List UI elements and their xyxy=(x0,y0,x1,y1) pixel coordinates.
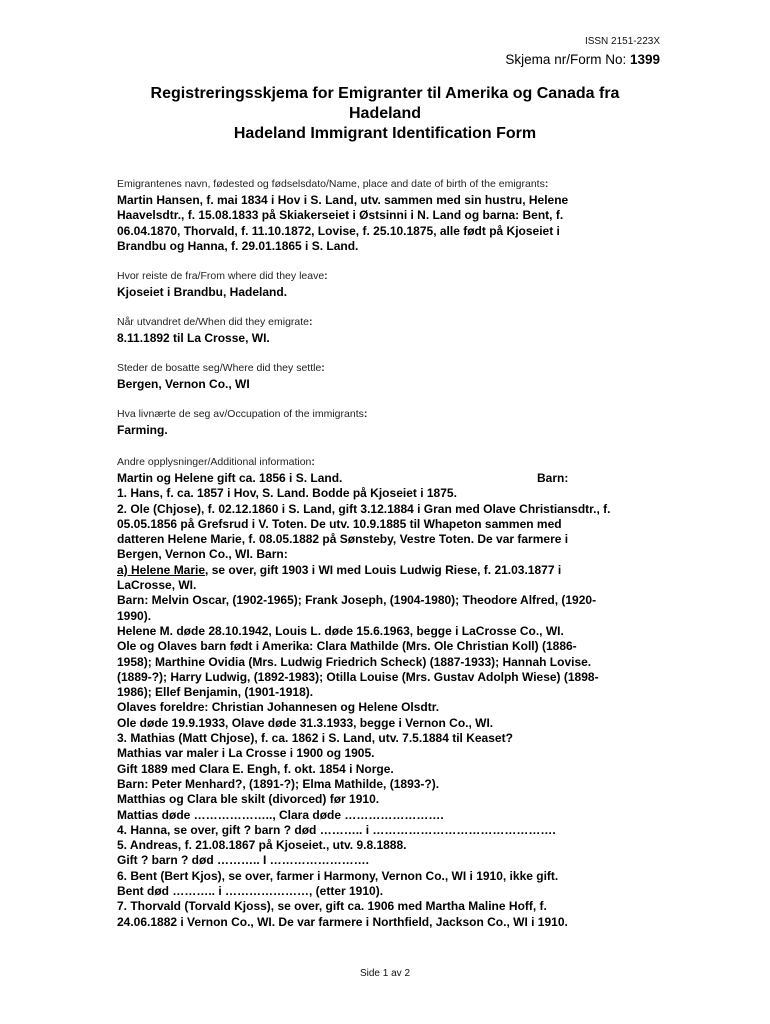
answer-line: 2. Ole (Chjose), f. 02.12.1860 i S. Land, gift 3.12.1884 i Gran med Olave Christiansdtr., f. xyxy=(117,501,611,516)
answer-line: Helene M. døde 28.10.1942, Louis L. døde 15.6.1963, begge i LaCrosse Co., WI. xyxy=(117,623,564,638)
section-when-label: Når utvandret de/When did they emigrate: xyxy=(117,316,313,328)
form-number xyxy=(505,52,660,67)
section-occupation-label: Hva livnærte de seg av/Occupation of the immigrants: xyxy=(117,408,368,420)
form-number-label: Skjema nr/Form No: xyxy=(505,52,630,67)
section-from xyxy=(117,269,662,300)
label-text: Når utvandret de/When did they emigrate xyxy=(117,316,310,328)
answer-line: Haavelsdtr., f. 15.08.1833 på Skiakerseiet i Østsinni i N. Land og barna: Bent, f. xyxy=(117,208,564,223)
section-when-answer: 8.11.1892 til La Crosse, WI. xyxy=(117,331,270,345)
answer-line: Matthias og Clara ble skilt (divorced) før 1910. xyxy=(117,792,380,807)
answer-line: Gift 1889 med Clara E. Engh, f. okt. 1854 i Norge. xyxy=(117,761,394,776)
answer-line: Gift ? barn ? død ……….. I ……………………. xyxy=(117,853,369,868)
section-occupation-answer: Farming. xyxy=(117,423,168,437)
answer-line: 3. Mathias (Matt Chjose), f. ca. 1862 i S. Land, utv. 7.5.1884 til Keaset? xyxy=(117,731,513,746)
label-text: Andre opplysninger/Additional information xyxy=(117,456,312,468)
answer-line: 24.06.1882 i Vernon Co., WI. De var farmere i Northfield, Jackson Co., WI i 1910. xyxy=(117,914,568,929)
label-text: Steder de bosatte seg/Where did they settle xyxy=(117,362,322,374)
section-settle-label: Steder de bosatte seg/Where did they settle: xyxy=(117,362,325,374)
answer-line: Bergen, Vernon Co., WI. Barn: xyxy=(117,547,288,562)
answer-line: Bent død ……….. i …………………, (etter 1910). xyxy=(117,884,384,899)
answer-line: 06.04.1870, Thorvald, f. 11.10.1872, Lovise, f. 25.10.1875, alle født på Kjoseiet i xyxy=(117,223,560,238)
title-line-2: Hadeland xyxy=(348,105,421,122)
title-line-1: Registreringsskjema for Emigranter til Amerika og Canada fra xyxy=(150,85,620,102)
underlined-name: a) Helene Marie xyxy=(117,562,206,577)
form-number-value: 1399 xyxy=(629,52,660,67)
answer-line: Barn: Melvin Oscar, (1902-1965); Frank Joseph, (1904-1980); Theodore Alfred, (1920- xyxy=(117,593,597,608)
answer-line: LaCrosse, WI. xyxy=(117,578,197,593)
section-when xyxy=(117,315,662,346)
answer-line: Mathias var maler i La Crosse i 1900 og 1905. xyxy=(117,746,375,761)
answer-line: 7. Thorvald (Torvald Kjoss), se over, gift ca. 1906 med Martha Maline Hoff, f. xyxy=(117,899,547,914)
answer-line: 1986); Ellef Benjamin, (1901-1918). xyxy=(117,685,314,700)
barn-heading: Barn: xyxy=(537,471,569,485)
answer-line: Barn: Peter Menhard?, (1891-?); Elma Mathilde, (1893-?). xyxy=(117,776,440,791)
section-from-answer: Kjoseiet i Brandbu, Hadeland. xyxy=(117,285,288,299)
answer-line xyxy=(117,563,662,578)
page-number: Side 1 av 2 xyxy=(359,968,411,979)
section-occupation xyxy=(117,407,662,438)
section-names-answer xyxy=(117,193,662,254)
section-names xyxy=(117,177,662,254)
answer-line: 5. Andreas, f. 21.08.1867 på Kjoseiet., utv. 9.8.1888. xyxy=(117,838,407,853)
marriage-text: Martin og Helene gift ca. 1856 i S. Land. xyxy=(117,471,343,485)
line-text: , se over, gift 1903 i WI med Louis Ludwig Riese, f. 21.03.1877 i xyxy=(205,562,562,577)
section-settle xyxy=(117,361,662,392)
section-from-label: Hvor reiste de fra/From where did they leave: xyxy=(117,270,328,282)
section-additional-answer xyxy=(117,471,662,930)
answer-line: Brandbu og Hanna, f. 29.01.1865 i S. Land. xyxy=(117,238,359,253)
answer-line: Ole døde 19.9.1933, Olave døde 31.3.1933, begge i Vernon Co., WI. xyxy=(117,715,494,730)
answer-line: Mattias døde ……………….., Clara døde ……………………. xyxy=(117,807,444,822)
section-additional xyxy=(117,455,662,930)
form-title xyxy=(100,84,670,144)
answer-line: (1889-?); Harry Ludwig, (1892-1983); Otilla Louise (Mrs. Gustav Adolph Wiese) (1898- xyxy=(117,669,599,684)
answer-line xyxy=(117,471,662,486)
answer-line: Ole og Olaves barn født i Amerika: Clara Mathilde (Mrs. Ole Christian Koll) (1886- xyxy=(117,639,577,654)
answer-line: 1. Hans, f. ca. 1857 i Hov, S. Land. Bodde på Kjoseiet i 1875. xyxy=(117,486,457,501)
issn: ISSN 2151-223X xyxy=(584,36,660,47)
answer-line: 1990). xyxy=(117,608,152,623)
answer-line: Martin Hansen, f. mai 1834 i Hov i S. Land, utv. sammen med sin hustru, Helene xyxy=(117,193,569,207)
answer-line: Olaves foreldre: Christian Johannesen og Helene Olsdtr. xyxy=(117,700,440,715)
answer-line: 1958); Marthine Ovidia (Mrs. Ludwig Friedrich Scheck) (1887-1933); Hannah Lovise. xyxy=(117,654,592,669)
section-names-label: Emigrantenes navn, fødested og fødselsdato/Name, place and date of birth of the emigrants: xyxy=(117,178,549,190)
section-additional-label: Andre opplysninger/Additional information: xyxy=(117,456,315,468)
label-text: Hva livnærte de seg av/Occupation of the immigrants xyxy=(117,408,364,420)
answer-line: 6. Bent (Bert Kjos), se over, farmer i Harmony, Vernon Co., WI i 1910, ikke gift. xyxy=(117,868,559,883)
section-settle-answer: Bergen, Vernon Co., WI xyxy=(117,377,250,391)
label-text: Emigrantenes navn, fødested og fødselsdato/Name, place and date of birth of the emigrants xyxy=(117,178,545,190)
answer-line: 4. Hanna, se over, gift ? barn ? død ……….. i ………………………………………. xyxy=(117,822,556,837)
title-line-3: Hadeland Immigrant Identification Form xyxy=(233,125,537,142)
answer-line: 05.05.1856 på Grefsrud i V. Toten. De utv. 10.9.1885 til Whapeton sammen med xyxy=(117,516,562,531)
label-text: Hvor reiste de fra/From where did they leave xyxy=(117,270,325,282)
answer-line: datteren Helene Marie, f. 08.05.1882 på Sønsteby, Vestre Toten. De var farmere i xyxy=(117,532,569,547)
